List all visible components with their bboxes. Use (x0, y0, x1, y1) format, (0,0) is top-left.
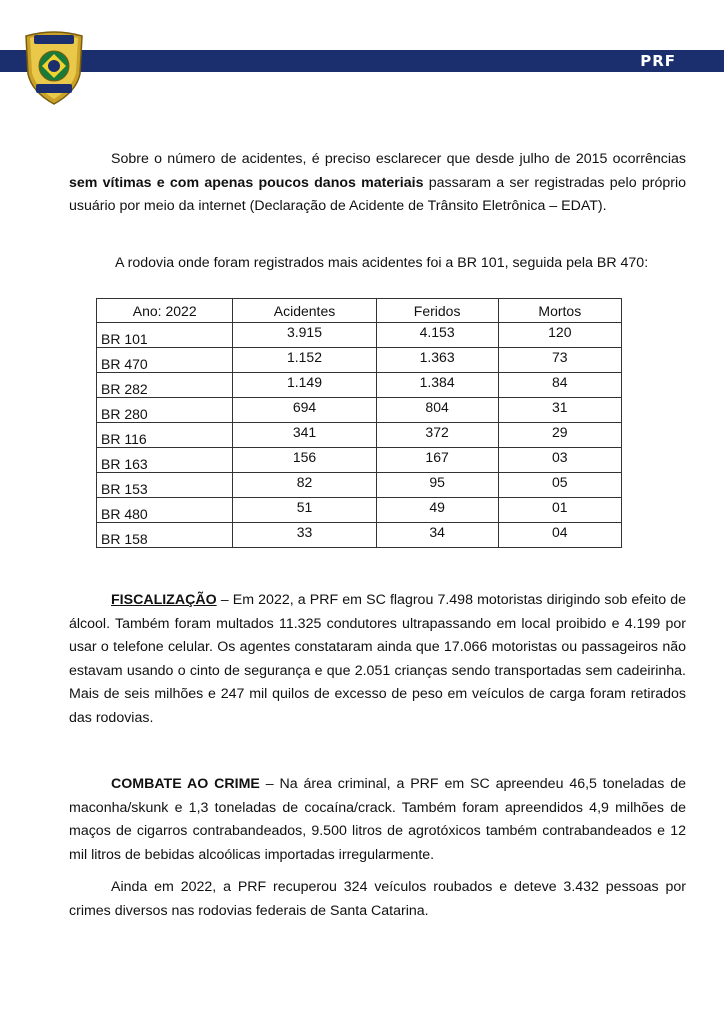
table-value-cell: 156 (233, 448, 376, 473)
road-name-cell: BR 153 (97, 473, 233, 498)
combate-heading: COMBATE AO CRIME (111, 776, 260, 792)
table-body (97, 323, 622, 548)
table-value-cell: 03 (498, 448, 621, 473)
brand-label: PRF (640, 52, 676, 70)
combate-paragraph-2: Ainda em 2022, a PRF recuperou 324 veículos roubados e deteve 3.432 pessoas por crimes diversos nas rodovias federais de Santa Catarina. (69, 879, 686, 919)
table-value-cell: 04 (498, 523, 621, 548)
table-value-cell: 05 (498, 473, 621, 498)
table-value-cell: 51 (233, 498, 376, 523)
table-value-cell: 34 (376, 523, 498, 548)
table-value-cell: 33 (233, 523, 376, 548)
table-value-cell: 4.153 (376, 323, 498, 348)
road-name-cell: BR 116 (97, 423, 233, 448)
table-row (97, 423, 622, 448)
intro-paragraph (69, 148, 686, 219)
road-name-cell: BR 470 (97, 348, 233, 373)
table-value-cell: 694 (233, 398, 376, 423)
road-name-cell: BR 280 (97, 398, 233, 423)
table-value-cell: 1.384 (376, 373, 498, 398)
table-value-cell: 95 (376, 473, 498, 498)
table-value-cell: 1.149 (233, 373, 376, 398)
table-header-cell: Mortos (498, 299, 621, 323)
table-value-cell: 82 (233, 473, 376, 498)
road-name-cell: BR 101 (97, 323, 233, 348)
fiscalizacao-heading: FISCALIZAÇÃO (111, 592, 217, 608)
table-header-row (97, 299, 622, 323)
road-name-cell: BR 282 (97, 373, 233, 398)
combate-text: – Na área criminal, a PRF em SC apreendeu 46,5 toneladas de maconha/skunk e 1,3 toneladas de cocaína/crack. Também foram apreendidos 4,9 milhões de maços de cigarros contrabandeados, 9.500 litros de agrotóxicos também contrabandeados e 12 mil litros de bebidas alcoólicas importadas irregularmente. (69, 776, 686, 863)
intro-text-a: Sobre o número de acidentes, é preciso esclarecer que desde julho de 2015 ocorrências (111, 151, 686, 167)
table-row (97, 523, 622, 548)
table-value-cell: 3.915 (233, 323, 376, 348)
table-value-cell: 167 (376, 448, 498, 473)
table-intro-sentence: A rodovia onde foram registrados mais acidentes foi a BR 101, seguida pela BR 470: (115, 255, 649, 271)
accidents-table (96, 298, 622, 548)
table-row (97, 398, 622, 423)
table-value-cell: 372 (376, 423, 498, 448)
table-row (97, 498, 622, 523)
table-row (97, 473, 622, 498)
table-value-cell: 120 (498, 323, 621, 348)
table-value-cell: 341 (233, 423, 376, 448)
table-value-cell: 31 (498, 398, 621, 423)
table-value-cell: 29 (498, 423, 621, 448)
table-value-cell: 84 (498, 373, 621, 398)
table-value-cell: 804 (376, 398, 498, 423)
prf-badge-logo (20, 26, 88, 106)
fiscalizacao-paragraph (69, 589, 686, 730)
road-name-cell: BR 158 (97, 523, 233, 548)
table-value-cell: 73 (498, 348, 621, 373)
table-value-cell: 1.363 (376, 348, 498, 373)
intro-bold-text: sem vítimas e com apenas poucos danos materiais (69, 174, 424, 191)
header-bar (0, 50, 724, 72)
table-header-cell: Ano: 2022 (97, 299, 233, 323)
road-name-cell: BR 480 (97, 498, 233, 523)
table-row (97, 323, 622, 348)
table-value-cell: 01 (498, 498, 621, 523)
road-name-cell: BR 163 (97, 448, 233, 473)
table-header-cell: Acidentes (233, 299, 376, 323)
table-value-cell: 1.152 (233, 348, 376, 373)
table-row (97, 448, 622, 473)
table-value-cell: 49 (376, 498, 498, 523)
intro-text-b: passaram a ser registradas pelo próprio usuário por meio da internet (Declaração de Acidente de Trânsito Eletrônica – EDAT). (69, 174, 686, 214)
fiscalizacao-text: – Em 2022, a PRF em SC flagrou 7.498 motoristas dirigindo sob efeito de álcool. Também foram multados 11.325 condutores ultrapassando em local proibido e 4.199 por usar o telefone celular. Os agentes constataram ainda que 17.066 motoristas ou passageiros não estavam usando o cinto de segurança e que 2.051 crianças sendo transportadas sem cadeirinha. Mais de seis milhões e 247 mil quilos de excesso de peso em veículos de carga foram retirados das rodovias. (69, 592, 686, 726)
table-header-cell: Feridos (376, 299, 498, 323)
table-row (97, 373, 622, 398)
combate-paragraph (69, 773, 686, 867)
table-row (97, 348, 622, 373)
